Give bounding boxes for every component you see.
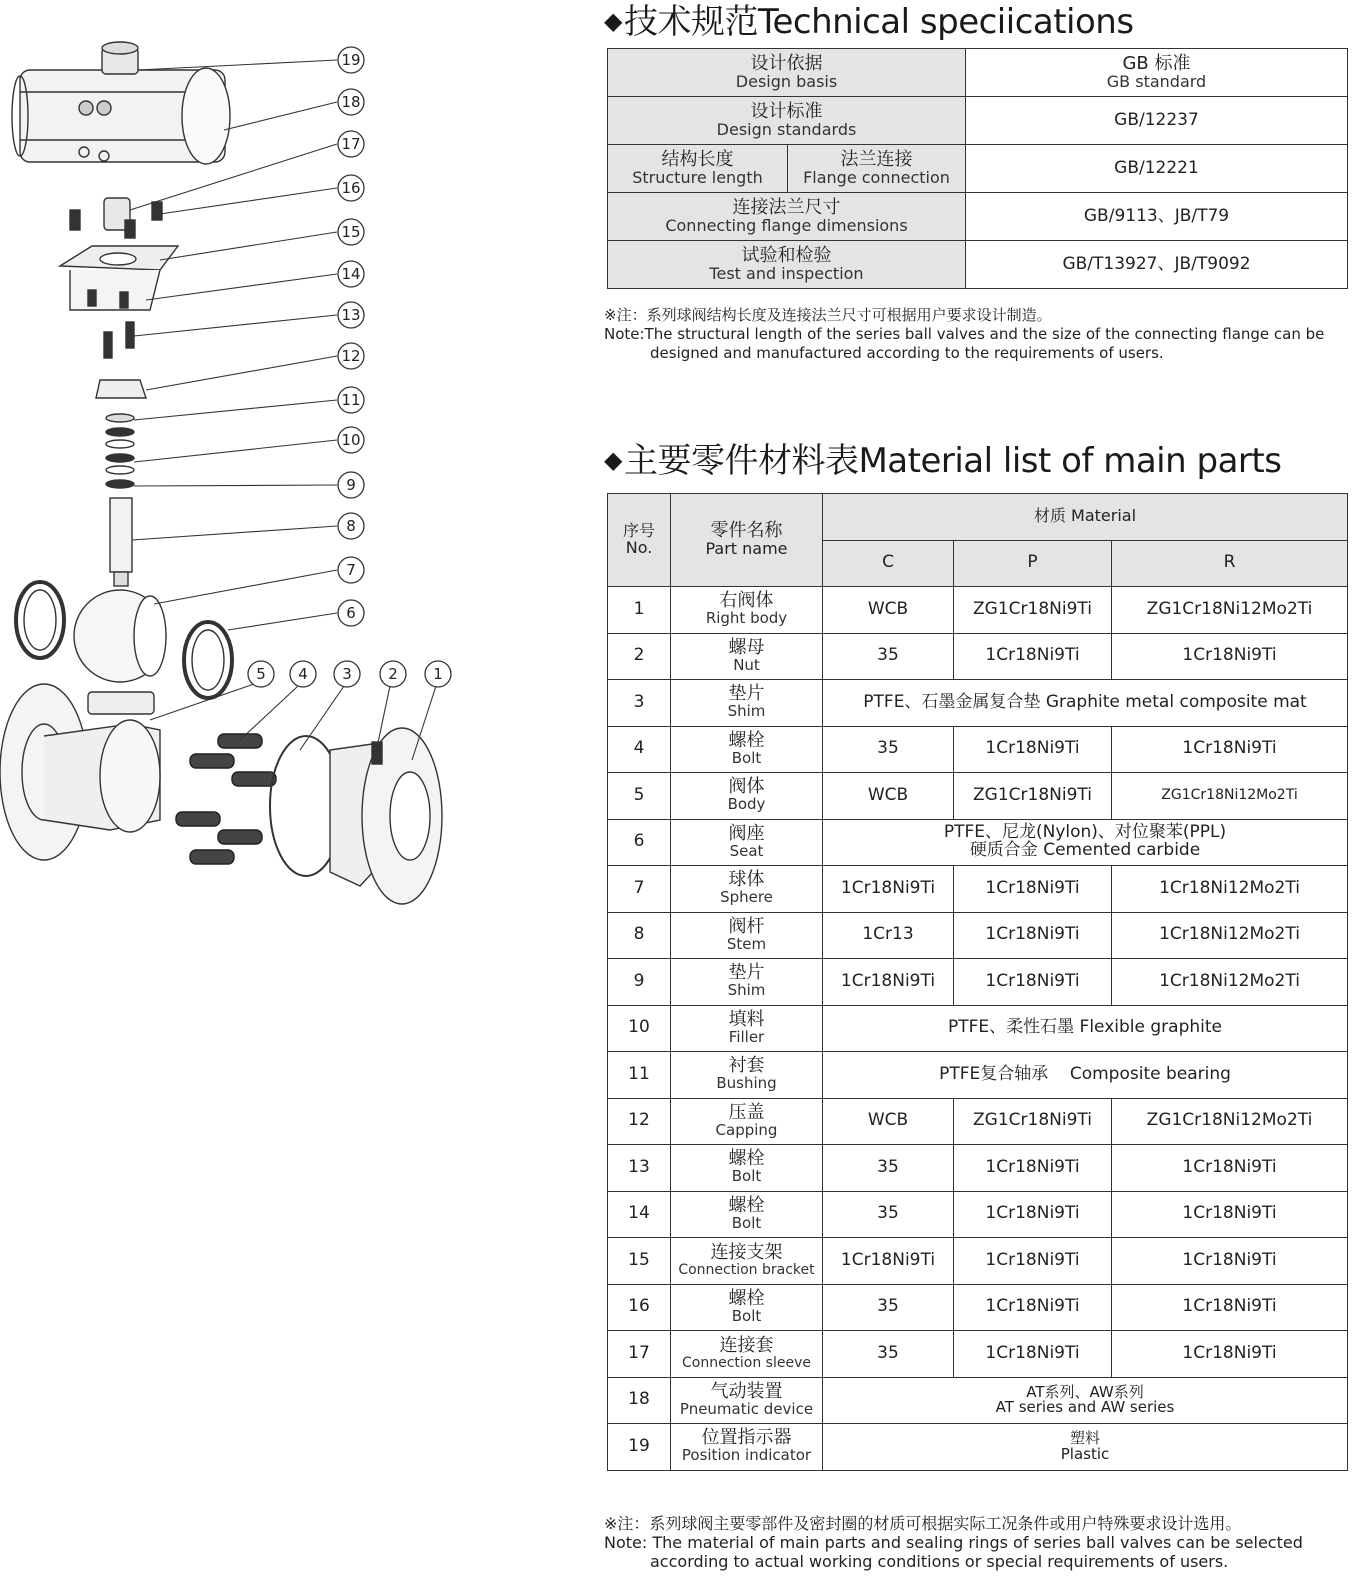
callout: 14 [341, 265, 361, 283]
callout: 19 [341, 51, 361, 69]
callout: 18 [341, 93, 361, 111]
table-row: 5 阀体 Body WCB ZG1Cr18Ni9Ti ZG1Cr18Ni12Mo2Ti [608, 773, 1348, 820]
table-row: 10 填料 Filler PTFE、柔性石墨 Flexible graphite [608, 1005, 1348, 1052]
callout: 9 [346, 476, 356, 494]
callout: 10 [341, 431, 361, 449]
callout: 2 [388, 665, 398, 683]
table-row: 19 位置指示器 Position indicator 塑料 Plastic [608, 1424, 1348, 1471]
material-table: 序号 No. 零件名称 Part name 材质 Material C P R 1 右阀体 Right body WCB ZG1Cr18Ni9Ti ZG1Cr18Ni12Mo2Ti 2 螺母 Nut 35 1Cr18Ni9Ti 1Cr18Ni9Ti 3 垫片 Shim PTFE、石墨金属复合垫 Graphite metal composite mat 4 螺栓 Bolt 35 1Cr18Ni9Ti 1Cr18Ni9Ti 5 阀体 Body WCB ZG1Cr18Ni9Ti ZG1Cr18Ni12Mo2Ti 6 阀座 Seat PTFE、尼龙(Nylon)、对位聚苯(PPL) 硬质合金 Cemented carbide 7 球体 Sphere 1Cr18Ni9Ti 1Cr18Ni9Ti 1Cr18Ni12Mo2Ti 8 阀杆 Stem 1Cr13 1Cr18Ni9Ti 1Cr18Ni12Mo2Ti 9 垫片 Shim 1Cr18Ni9Ti 1Cr18Ni9Ti 1Cr18Ni12Mo2Ti 10 填料 Filler PTFE、柔性石墨 Flexible graphite 11 衬套 Bushing PTFE复合轴承 Composite bearing 12 压盖 Capping WCB ZG1Cr18Ni9Ti ZG1Cr18Ni12Mo2Ti 13 螺栓 Bolt 35 1Cr18Ni9Ti 1Cr18Ni9Ti 14 螺栓 Bolt 35 1Cr18Ni9Ti 1Cr18Ni9Ti 15 连接支架 Connection bracket 1Cr18Ni9Ti 1Cr18Ni9Ti 1Cr18Ni9Ti 16 螺栓 Bolt 35 1Cr18Ni9Ti 1Cr18Ni9Ti 17 连接套 Connection sleeve 35 1Cr18Ni9Ti 1Cr18Ni9Ti 18 气动装置 Pneumatic device AT系列、AW系列 AT series and AW series 19 位置指示器 Position indicator 塑料 Plastic [607, 493, 1348, 1471]
exploded-ball-valve-drawing [0, 30, 470, 930]
table-row: 16 螺栓 Bolt 35 1Cr18Ni9Ti 1Cr18Ni9Ti [608, 1284, 1348, 1331]
callout: 8 [346, 517, 356, 535]
callout: 7 [346, 561, 356, 579]
table-row: 11 衬套 Bushing PTFE复合轴承 Composite bearing [608, 1052, 1348, 1099]
table-row: 15 连接支架 Connection bracket 1Cr18Ni9Ti 1Cr18Ni9Ti 1Cr18Ni9Ti [608, 1238, 1348, 1285]
spec-note: ※注：系列球阀结构长度及连接法兰尺寸可根据用户要求设计制造。 Note:The structural length of the series ball valves and the size of the connecting flange can be designed and manufactured according to the requirements of users. [604, 306, 1325, 362]
callout: 11 [341, 391, 361, 409]
parts-title: ◆主要零件材料表Material list of main parts [604, 441, 1282, 481]
table-row: 18 气动装置 Pneumatic device AT系列、AW系列 AT series and AW series [608, 1377, 1348, 1424]
callout: 6 [346, 604, 356, 622]
table-row: 8 阀杆 Stem 1Cr13 1Cr18Ni9Ti 1Cr18Ni12Mo2Ti [608, 912, 1348, 959]
table-row: 结构长度 Structure length 法兰连接 Flange connection GB/12221 [608, 145, 1348, 193]
table-row: 连接法兰尺寸 Connecting flange dimensions GB/9113、JB/T79 [608, 193, 1348, 241]
callout: 5 [256, 665, 266, 683]
callout: 13 [341, 306, 361, 324]
callout: 17 [341, 135, 361, 153]
table-row: 2 螺母 Nut 35 1Cr18Ni9Ti 1Cr18Ni9Ti [608, 633, 1348, 680]
spec-table [607, 48, 1348, 289]
spec-title: ◆技术规范Technical speciications [604, 2, 1134, 42]
table-row: 设计标准 Design standards GB/12237 [608, 97, 1348, 145]
table-row: 17 连接套 Connection sleeve 35 1Cr18Ni9Ti 1Cr18Ni9Ti [608, 1331, 1348, 1378]
table-row: 试验和检验 Test and inspection GB/T13927、JB/T9092 [608, 241, 1348, 289]
table-row: 9 垫片 Shim 1Cr18Ni9Ti 1Cr18Ni9Ti 1Cr18Ni12Mo2Ti [608, 959, 1348, 1006]
callout: 12 [341, 347, 361, 365]
table-row: 12 压盖 Capping WCB ZG1Cr18Ni9Ti ZG1Cr18Ni12Mo2Ti [608, 1098, 1348, 1145]
callout: 15 [341, 223, 361, 241]
table-row: 1 右阀体 Right body WCB ZG1Cr18Ni9Ti ZG1Cr18Ni12Mo2Ti [608, 587, 1348, 634]
callout: 1 [433, 665, 443, 683]
table-row: 设计依据 Design basis GB 标准 GB standard [608, 49, 1348, 97]
parts-note: ※注：系列球阀主要零部件及密封圈的材质可根据实际工况条件或用户特殊要求设计选用。 Note: The material of main parts and sealing rings of series ball valves can be selected according to actual working conditions or special requirements of users. [604, 1514, 1303, 1571]
callout: 3 [342, 665, 352, 683]
table-row: 7 球体 Sphere 1Cr18Ni9Ti 1Cr18Ni9Ti 1Cr18Ni12Mo2Ti [608, 866, 1348, 913]
table-row: 4 螺栓 Bolt 35 1Cr18Ni9Ti 1Cr18Ni9Ti [608, 726, 1348, 773]
table-row: 14 螺栓 Bolt 35 1Cr18Ni9Ti 1Cr18Ni9Ti [608, 1191, 1348, 1238]
pneumatic-actuator [12, 42, 230, 164]
table-row: 13 螺栓 Bolt 35 1Cr18Ni9Ti 1Cr18Ni9Ti [608, 1145, 1348, 1192]
table-row: 6 阀座 Seat PTFE、尼龙(Nylon)、对位聚苯(PPL) 硬质合金 Cemented carbide [608, 819, 1348, 866]
table-row: 3 垫片 Shim PTFE、石墨金属复合垫 Graphite metal composite mat [608, 680, 1348, 727]
callout: 16 [341, 179, 361, 197]
callout: 4 [298, 665, 308, 683]
